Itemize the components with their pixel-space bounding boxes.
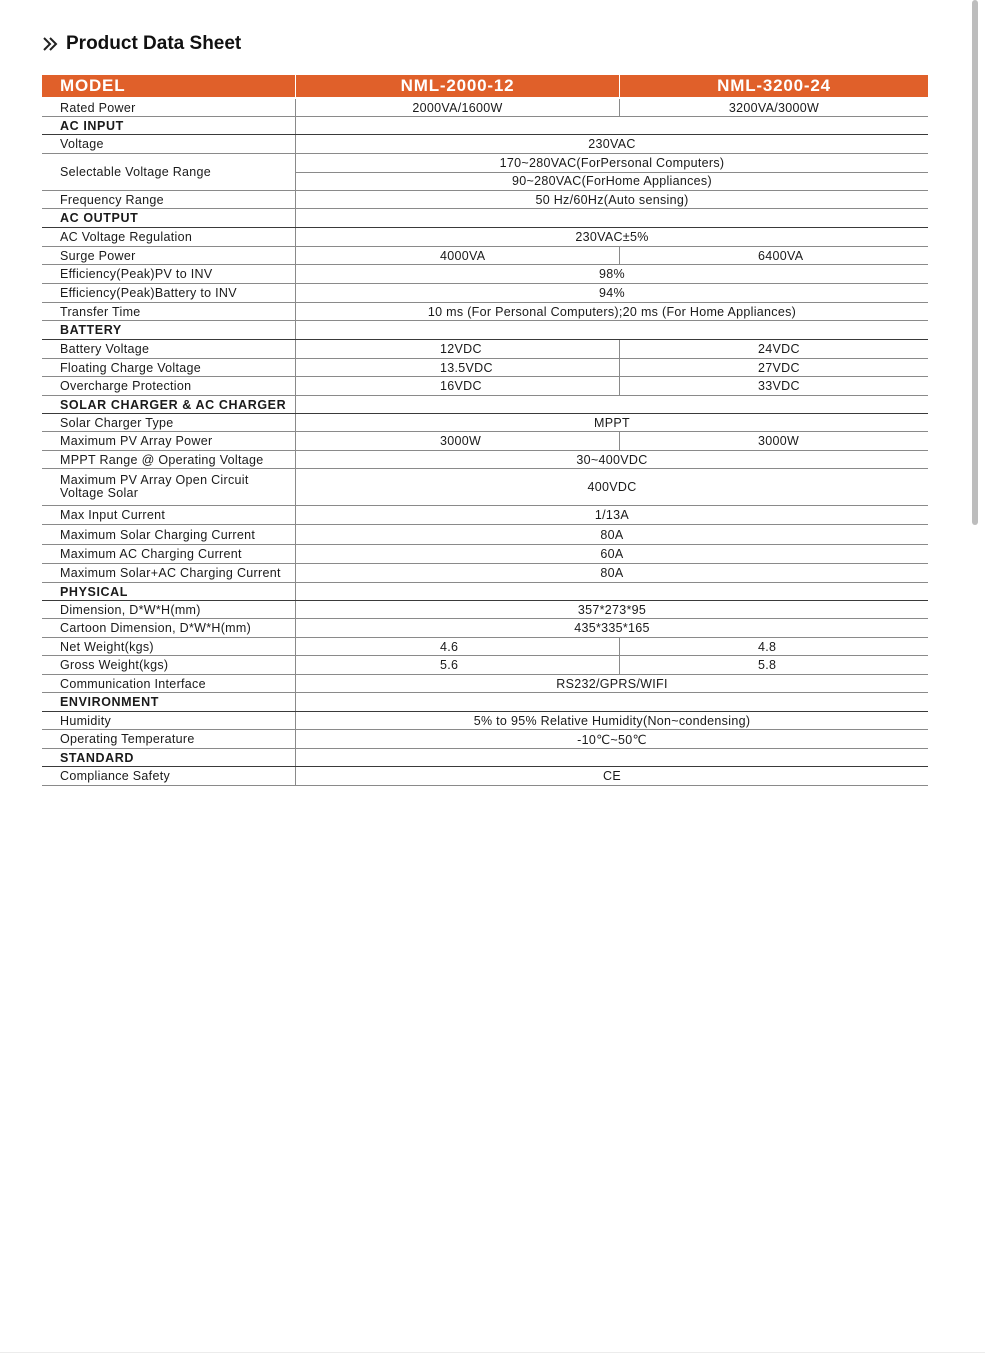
row-label: Gross Weight(kgs) bbox=[42, 656, 296, 674]
row-label: Cartoon Dimension, D*W*H(mm) bbox=[42, 619, 296, 637]
row-value-model-1: 16VDC bbox=[296, 377, 620, 395]
row-value-model-1: 4.6 bbox=[296, 638, 620, 655]
row-value: 94% bbox=[599, 286, 625, 300]
header-model-2: NML-3200-24 bbox=[717, 76, 831, 95]
row-value-model-1: 3000W bbox=[296, 432, 620, 450]
table-row-mppt-range bbox=[42, 451, 928, 469]
table-row-max-solar-charging bbox=[42, 525, 928, 545]
table-row-max-pv-open-circuit bbox=[42, 469, 928, 506]
row-label: Dimension, D*W*H(mm) bbox=[42, 601, 296, 618]
table-row-max-input-current bbox=[42, 506, 928, 525]
row-value-model-2: 24VDC bbox=[758, 342, 800, 356]
row-value: 98% bbox=[599, 267, 625, 281]
row-value: 60A bbox=[600, 547, 624, 561]
row-label: Floating Charge Voltage bbox=[42, 359, 296, 376]
page-title-text: Product Data Sheet bbox=[66, 33, 242, 54]
double-chevron-right-icon bbox=[42, 36, 64, 52]
table-row-max-pv-power bbox=[42, 432, 928, 451]
row-label: Operating Temperature bbox=[42, 730, 296, 748]
row-value: 400VDC bbox=[587, 480, 637, 494]
table-row-surge-power bbox=[42, 247, 928, 265]
table-row-compliance-safety bbox=[42, 767, 928, 786]
table-row-ac-voltage-regulation bbox=[42, 228, 928, 247]
row-label: Voltage bbox=[42, 135, 296, 153]
row-value-model-1: 5.6 bbox=[296, 656, 620, 674]
row-label: AC Voltage Regulation bbox=[42, 228, 296, 246]
row-value: RS232/GPRS/WIFI bbox=[556, 676, 668, 691]
table-row-battery-voltage bbox=[42, 340, 928, 359]
row-value-model-2: 6400VA bbox=[758, 248, 804, 263]
row-label: Maximum PV Array Power bbox=[42, 432, 296, 450]
table-header-row bbox=[42, 75, 928, 99]
row-value-model-2: 3000W bbox=[758, 434, 800, 448]
header-model: MODEL bbox=[42, 75, 296, 97]
table-row-voltage bbox=[42, 135, 928, 154]
table-row-communication-interface bbox=[42, 675, 928, 693]
row-value-model-2: 4.8 bbox=[758, 639, 777, 654]
row-value-line-2: 90~280VAC(ForHome Appliances) bbox=[296, 172, 928, 191]
section-battery bbox=[42, 321, 928, 340]
row-value: 435*335*165 bbox=[574, 621, 650, 635]
row-value: CE bbox=[603, 769, 621, 783]
table-row-gross-weight bbox=[42, 656, 928, 675]
table-row-floating-charge bbox=[42, 359, 928, 377]
row-label: Net Weight(kgs) bbox=[42, 638, 296, 655]
row-label: Maximum AC Charging Current bbox=[42, 545, 296, 563]
row-value: 80A bbox=[600, 527, 624, 542]
section-environment bbox=[42, 693, 928, 712]
divider bbox=[0, 1352, 985, 1353]
header-model-1: NML-2000-12 bbox=[296, 75, 620, 97]
page-title bbox=[42, 32, 241, 56]
row-label: Solar Charger Type bbox=[42, 414, 296, 431]
row-label-line-2: Voltage Solar bbox=[60, 486, 139, 500]
row-value-model-1: 12VDC bbox=[296, 340, 620, 358]
row-value-model-1: 2000VA/1600W bbox=[296, 99, 620, 116]
spec-table bbox=[42, 75, 928, 786]
row-label: Rated Power bbox=[42, 99, 296, 116]
section-ac-output bbox=[42, 209, 928, 228]
row-label-line-1: Maximum PV Array Open Circuit bbox=[60, 473, 249, 487]
row-value: MPPT bbox=[594, 415, 630, 430]
row-value-model-1: 4000VA bbox=[296, 247, 620, 264]
row-label: MPPT Range @ Operating Voltage bbox=[42, 451, 296, 468]
section-standard bbox=[42, 749, 928, 767]
row-value: 1/13A bbox=[594, 508, 630, 522]
row-value-model-2: 33VDC bbox=[758, 379, 800, 393]
row-value-line-1: 170~280VAC(ForPersonal Computers) bbox=[499, 155, 725, 170]
row-label: Efficiency(Peak)PV to INV bbox=[42, 265, 296, 283]
table-row-efficiency-pv bbox=[42, 265, 928, 284]
row-label: Maximum Solar Charging Current bbox=[42, 525, 296, 544]
section-label: SOLAR CHARGER & AC CHARGER bbox=[42, 396, 296, 413]
row-label: Humidity bbox=[42, 712, 296, 729]
section-label: AC OUTPUT bbox=[42, 209, 296, 227]
scrollbar[interactable] bbox=[972, 0, 978, 525]
row-label: Maximum Solar+AC Charging Current bbox=[42, 564, 296, 582]
table-row-humidity bbox=[42, 712, 928, 730]
row-label: Overcharge Protection bbox=[42, 377, 296, 395]
section-label: PHYSICAL bbox=[42, 583, 296, 600]
section-label: AC INPUT bbox=[42, 117, 296, 134]
row-value: 50 Hz/60Hz(Auto sensing) bbox=[535, 192, 689, 207]
row-label: Selectable Voltage Range bbox=[42, 154, 296, 190]
table-row-dimension bbox=[42, 601, 928, 619]
row-label bbox=[42, 469, 296, 505]
table-row-carton-dimension bbox=[42, 619, 928, 638]
table-row-solar-charger-type bbox=[42, 414, 928, 432]
row-value-model-2: 27VDC bbox=[758, 360, 800, 375]
row-label: Compliance Safety bbox=[42, 767, 296, 785]
row-value: 10 ms (For Personal Computers);20 ms (For Home Appliances) bbox=[427, 304, 797, 319]
section-ac-input bbox=[42, 117, 928, 135]
row-value: -10℃~50℃ bbox=[577, 732, 647, 747]
row-value: 230VAC bbox=[588, 137, 636, 151]
table-row-max-solar-ac-charging bbox=[42, 564, 928, 583]
section-physical bbox=[42, 583, 928, 601]
row-value: 5% to 95% Relative Humidity(Non~condensing) bbox=[473, 713, 751, 728]
table-row-selectable-voltage bbox=[42, 154, 928, 191]
row-label: Max Input Current bbox=[42, 506, 296, 524]
section-label: STANDARD bbox=[42, 749, 296, 766]
table-row-rated-power bbox=[42, 99, 928, 117]
row-label: Transfer Time bbox=[42, 303, 296, 320]
table-row-transfer-time bbox=[42, 303, 928, 321]
table-row-frequency bbox=[42, 191, 928, 209]
row-value: 230VAC±5% bbox=[575, 230, 649, 244]
row-value: 80A bbox=[600, 566, 624, 580]
row-value-model-2: 5.8 bbox=[758, 658, 777, 672]
row-value: 30~400VDC bbox=[576, 452, 648, 467]
table-row-max-ac-charging bbox=[42, 545, 928, 564]
section-solar-ac-charger bbox=[42, 396, 928, 414]
section-label: BATTERY bbox=[42, 321, 296, 339]
row-value-model-1: 13.5VDC bbox=[296, 359, 620, 376]
row-value: 357*273*95 bbox=[577, 602, 647, 617]
row-label: Frequency Range bbox=[42, 191, 296, 208]
row-label: Surge Power bbox=[42, 247, 296, 264]
section-label: ENVIRONMENT bbox=[42, 693, 296, 711]
table-row-efficiency-battery bbox=[42, 284, 928, 303]
table-row-net-weight bbox=[42, 638, 928, 656]
row-value-model-2: 3200VA/3000W bbox=[728, 100, 820, 115]
table-row-operating-temperature bbox=[42, 730, 928, 749]
row-label: Communication Interface bbox=[42, 675, 296, 692]
row-label: Efficiency(Peak)Battery to INV bbox=[42, 284, 296, 302]
row-label: Battery Voltage bbox=[42, 340, 296, 358]
table-row-overcharge bbox=[42, 377, 928, 396]
